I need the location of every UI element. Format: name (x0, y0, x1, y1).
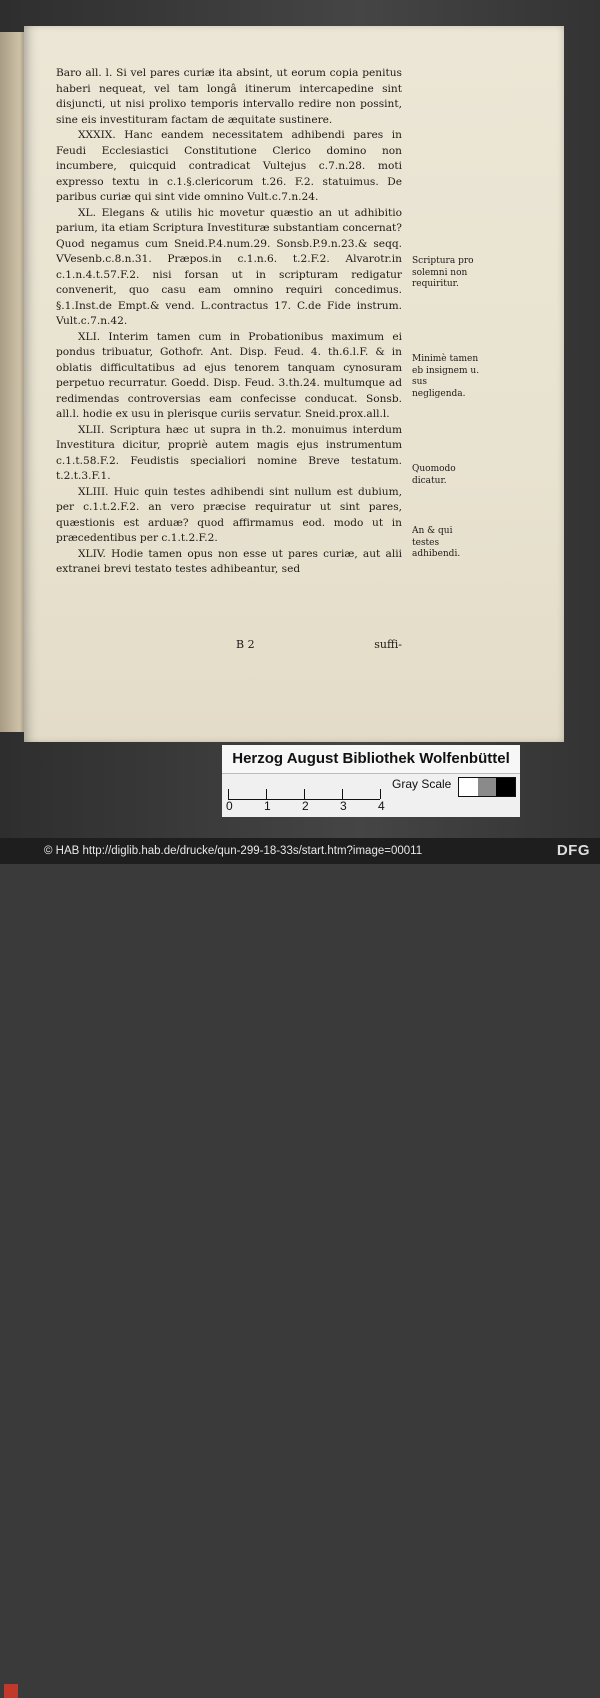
paragraph-xli: XLI. Interim tamen cum in Probationibus maximum ei pondus tribuatur, Gothofr. Ant. Disp. Feud. 4. th.6.l.F. & in oblatis difficultatibus ad ejus tenorem tanquam cynosuram perpetuo recurratur. Goedd. Disp. Feud. 3.th.24. multumque ad redimendas controversias eam confecisse conducat. Sonsb. all.l. hodie ex usu in plerisque curiis servatur. Sneid.prox.all.l. (56, 330, 402, 420)
swatch-gray (478, 778, 497, 796)
color-mark-icon (4, 1684, 18, 1698)
ruler-tick (380, 789, 381, 799)
signature-mark: B 2 (236, 638, 255, 651)
ruler-tick (228, 789, 229, 799)
copyright-text: © HAB http://diglib.hab.de/drucke/qun-299-18-33s/start.htm?image=00011 (44, 845, 423, 857)
ruler-number: 1 (264, 799, 271, 813)
ruler-number: 3 (340, 799, 347, 813)
paragraph-continuation: Baro all. l. Si vel pares curiæ ita absint, ut eorum copia penitus haberi nequeat, vel tam longâ itinerum intercapedine sint disjuncti, ut nisi prolixo temporis intervallo redire non possint, sine eis investituram factam de æquitate sustinere. (56, 67, 402, 126)
ruler-tick (304, 789, 305, 799)
footer-bar (0, 838, 600, 864)
paragraph-xliv: XLIV. Hodie tamen opus non esse ut pares curiæ, aut alii extranei brevi testato testes adhibeantur, sed (56, 547, 402, 575)
ruler-number: 4 (378, 799, 385, 813)
paragraph-xlii: XLII. Scriptura hæc ut supra in th.2. monuimus interdum Investitura dicitur, propriè autem magis ejus instrumentum c.1.t.58.F.2. Feudistis specialiori nomine Breve testatum. t.2.t.3.F.1. (56, 423, 402, 482)
dfg-logo: DFG (556, 842, 590, 859)
library-title: Herzog August Bibliothek Wolfenbüttel (222, 745, 520, 774)
ruler-tick (266, 789, 267, 799)
margin-note-testes: An & qui testes adhibendi. (412, 526, 461, 559)
swatch-black (496, 778, 515, 796)
paragraph-xliii: XLIII. Huic quin testes adhibendi sint nullum est dubium, per c.1.t.2.F.2. an vero præcise requiratur ut sint pares, quæstionis est arduæ? quod affirmamus eod. modo ut in præcedentibus per c.1.t.2.F.2. (56, 485, 402, 544)
ruler-tick (342, 789, 343, 799)
margin-note-scriptura: Scriptura pro solemni non requiritur. (412, 256, 474, 289)
margin-note-minime: Minimè tamen eb insignem u. sus negligenda. (412, 354, 480, 399)
gray-scale-label: Gray Scale (392, 777, 452, 791)
paragraph-xxxix: XXXIX. Hanc eandem necessitatem adhibendi pares in Feudi Ecclesiastici Constitutione Clerico domino non incumbere, quicquid contradicat Vultejus c.7.n.28. moti expresso textu in c.1.§.clericorum t.26. F.2. statuimus. De paribus curiæ qui sint vide omnino Vult.c.7.n.24. (56, 129, 402, 203)
color-reference-bar (222, 745, 520, 817)
gray-scale-swatches (458, 777, 516, 797)
ruler-number: 0 (226, 799, 233, 813)
ruler-number: 2 (302, 799, 309, 813)
margin-note-quomodo: Quomodo dicatur. (412, 464, 456, 486)
paragraph-xl: XL. Elegans & utilis hic movetur quæstio an ut adhibitio parium, ita etiam Scriptura Investituræ substantiam concernat? Quod negamus cum Sneid.P.4.num.29. Sonsb.P.9.n.23.& seqq. VVesenb.c.8.n.31. Præpos.in c.1.n.6. t.2.F.2. Alvarotr.in c.1.n.4.t.57.F.2. nisi forsan ut in scripturam redigatur convenerit, quo casu eam omnino requiri concedimus. §.1.Inst.de Empt.& vend. L.contractus 17. C.de Fide instrum. Vult.c.7.n.42. (56, 206, 402, 327)
page-foot-line (56, 638, 402, 654)
catchword: suffi- (374, 638, 402, 651)
page-body-text (56, 66, 402, 578)
swatch-white (459, 778, 478, 796)
